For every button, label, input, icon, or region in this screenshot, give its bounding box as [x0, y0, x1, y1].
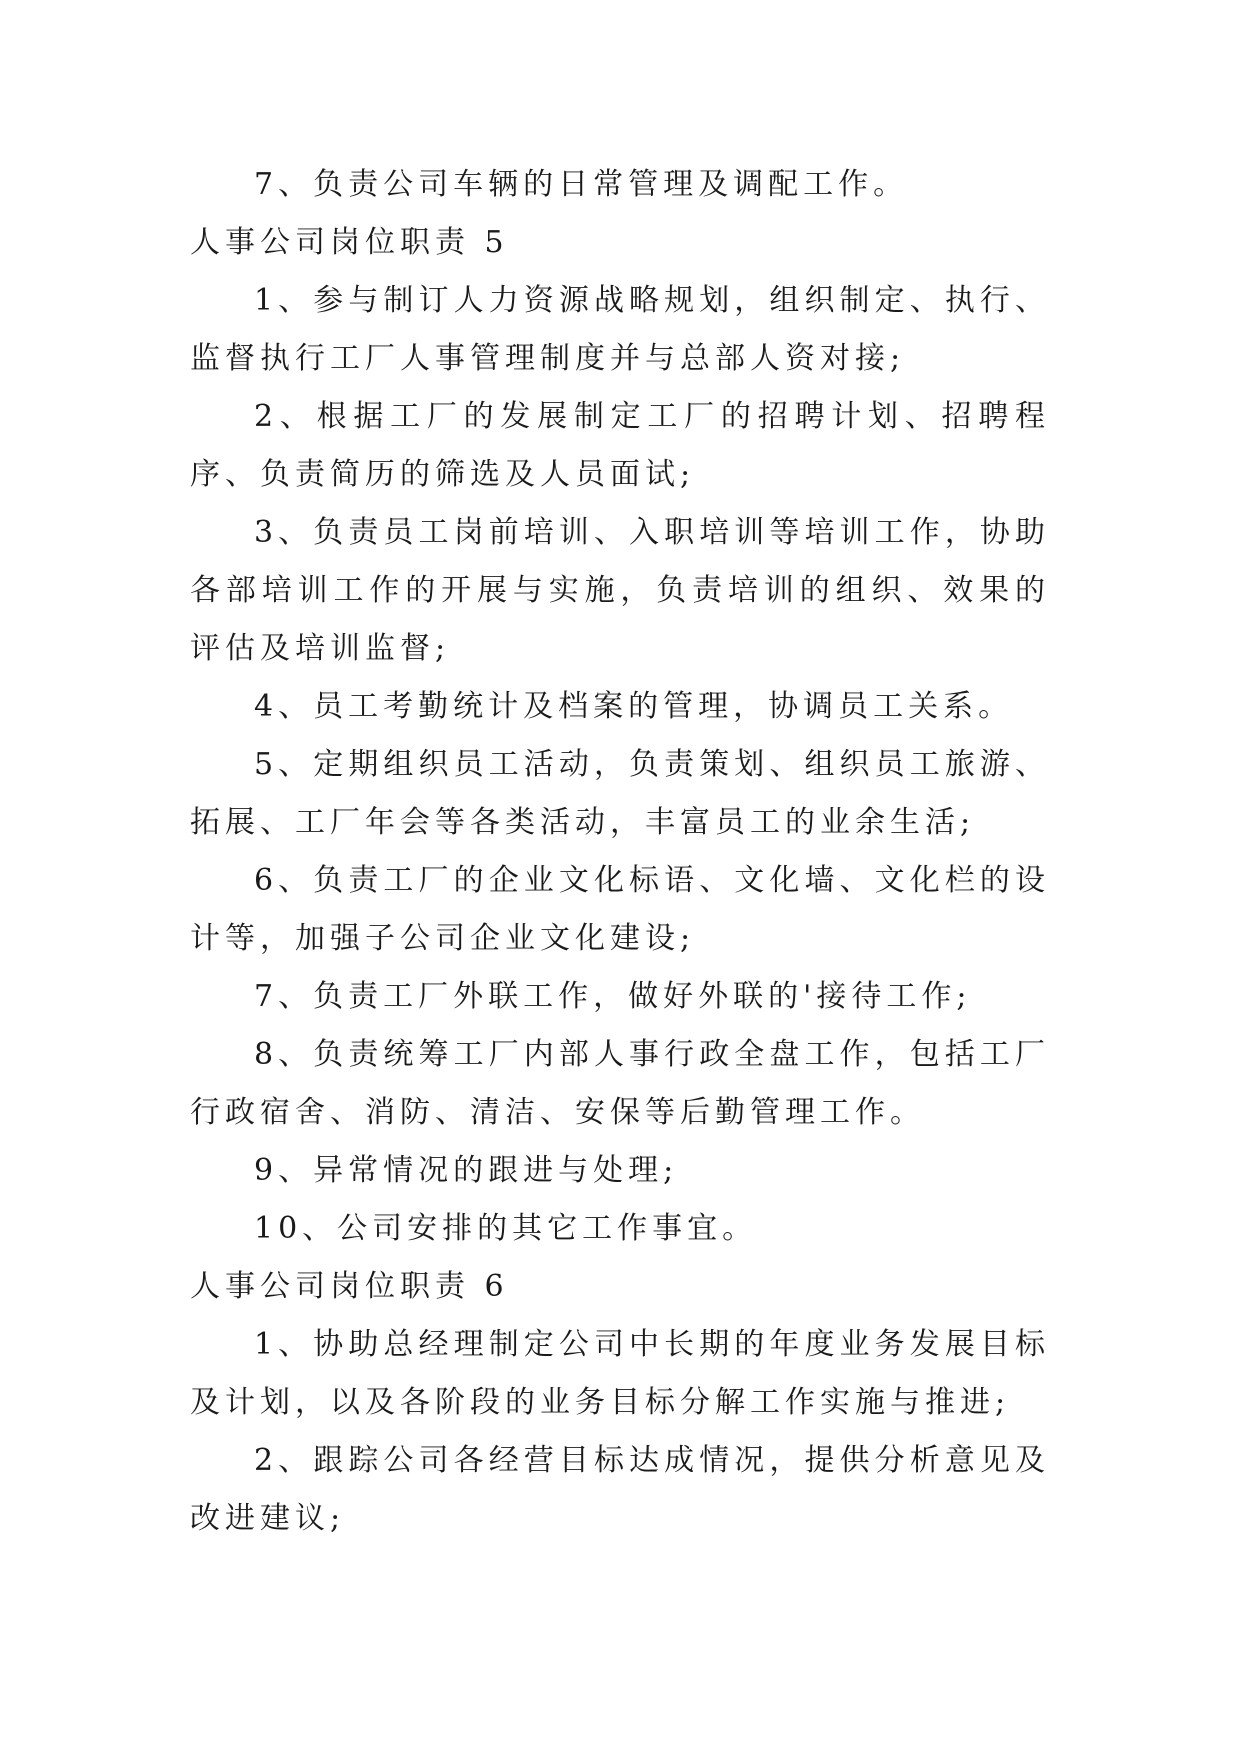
paragraph-item-5: 5、定期组织员工活动，负责策划、组织员工旅游、拓展、工厂年会等各类活动，丰富员工的业余生活;: [190, 747, 1050, 840]
paragraph-s6-item-2: 2、跟踪公司各经营目标达成情况，提供分析意见及改进建议;: [190, 1443, 1050, 1536]
paragraph-item-10: 10、公司安排的其它工作事宜。: [254, 1211, 758, 1246]
document-body: [190, 156, 1050, 1548]
paragraph-item-8: 8、负责统筹工厂内部人事行政全盘工作，包括工厂行政宿舍、消防、清洁、安保等后勤管理工作。: [190, 1037, 1050, 1130]
paragraph-item-3: 3、负责员工岗前培训、入职培训等培训工作，协助各部培训工作的开展与实施，负责培训的组织、效果的评估及培训监督;: [190, 515, 1050, 666]
paragraph-vehicle-management: 7、负责公司车辆的日常管理及调配工作。: [254, 167, 909, 202]
paragraph-item-2: 2、根据工厂的发展制定工厂的招聘计划、招聘程序、负责简历的筛选及人员面试;: [190, 399, 1050, 492]
paragraph-item-9: 9、异常情况的跟进与处理;: [254, 1153, 679, 1188]
paragraph-item-4: 4、员工考勤统计及档案的管理，协调员工关系。: [254, 689, 1014, 724]
section-heading-6: 人事公司岗位职责 6: [190, 1269, 509, 1304]
paragraph-item-1: 1、参与制订人力资源战略规划，组织制定、执行、监督执行工厂人事管理制度并与总部人资对接;: [190, 283, 1050, 376]
section-heading-5: 人事公司岗位职责 5: [190, 225, 509, 260]
paragraph-s6-item-1: 1、协助总经理制定公司中长期的年度业务发展目标及计划，以及各阶段的业务目标分解工作实施与推进;: [190, 1327, 1050, 1420]
paragraph-item-7: 7、负责工厂外联工作，做好外联的'接待工作;: [254, 979, 972, 1014]
paragraph-item-6: 6、负责工厂的企业文化标语、文化墙、文化栏的设计等，加强子公司企业文化建设;: [190, 863, 1050, 956]
